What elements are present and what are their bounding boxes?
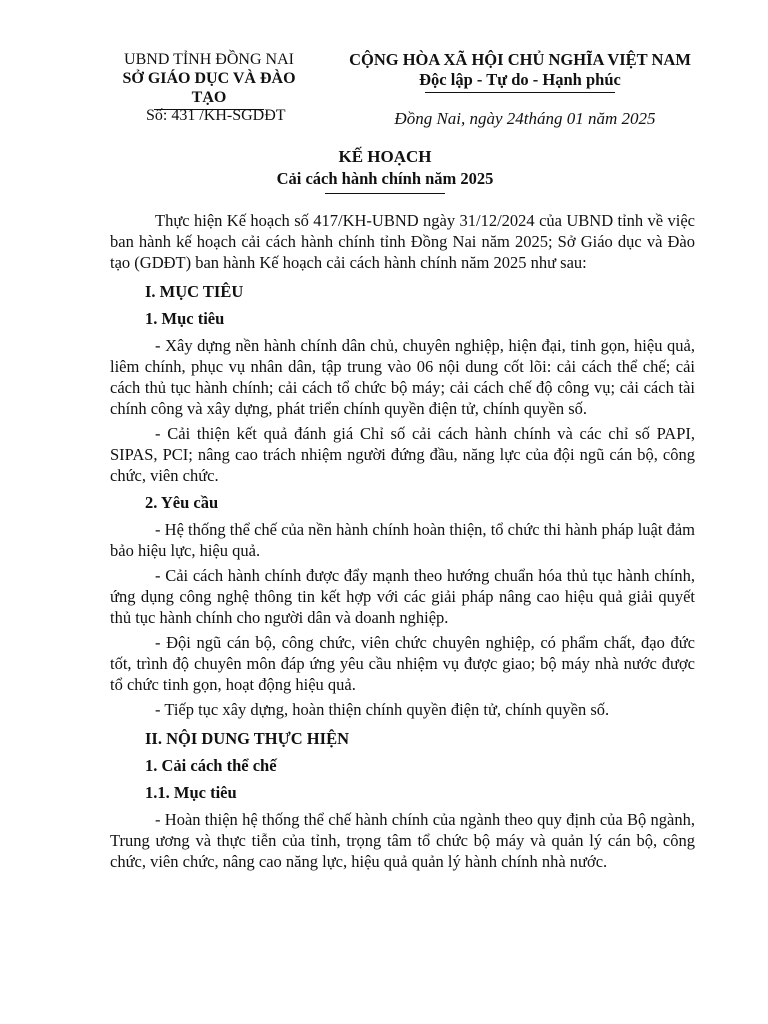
intro-paragraph: Thực hiện Kế hoạch số 417/KH-UBND ngày 31/12/2024 của UBND tỉnh về việc ban hành kế hoạch cải cách hành chính tỉnh Đồng Nai năm 2025; Sở Giáo dục và Đào tạo (GDĐT) ban hành Kế hoạch cải cách hành chính năm 2025 như sau: <box>110 211 695 272</box>
motto-underline <box>425 92 615 93</box>
national-title: CỘNG HÒA XÃ HỘI CHỦ NGHĨA VIỆT NAM <box>349 50 691 69</box>
title-underline <box>325 193 445 194</box>
paragraph: - Xây dựng nền hành chính dân chủ, chuyên nghiệp, hiện đại, tinh gọn, hiệu quả, liêm chính, phục vụ nhân dân, tập trung vào 06 nội dung cốt lõi: cải cách thể chế; cải cách thủ tục hành chính; cải cách tổ chức bộ máy; cải cách chế độ công vụ; cải cách tài chính công và xây dựng, phát triển chính quyền điện tử, chính quyền số. <box>110 336 695 418</box>
paragraph: - Đội ngũ cán bộ, công chức, viên chức chuyên nghiệp, có phẩm chất, đạo đức tốt, trình độ chuyên môn đáp ứng yêu cầu nhiệm vụ được giao; bộ máy nhà nước được tổ chức tinh gọn, hoạt động hiệu quả. <box>110 633 695 694</box>
subsection-heading: 1. Mục tiêu <box>145 309 225 328</box>
paragraph: - Hoàn thiện hệ thống thể chế hành chính của ngành theo quy định của Bộ ngành, Trung ương và thực tiễn của tỉnh, trọng tâm tổ chức bộ máy và quản lý cán bộ, công chức, viên chức, nâng cao năng lực, hiệu quả quản lý hành chính nhà nước. <box>110 810 695 871</box>
subsection-heading: 2. Yêu cầu <box>145 493 219 512</box>
agency-parent: UBND TỈNH ĐỒNG NAI <box>124 51 294 68</box>
title-sub: Cải cách hành chính năm 2025 <box>276 169 494 188</box>
subsection-heading: 1.1. Mục tiêu <box>145 783 237 802</box>
subsection-heading: 1. Cải cách thể chế <box>145 756 277 775</box>
national-motto: Độc lập - Tự do - Hạnh phúc <box>419 70 621 89</box>
section-heading: I. MỤC TIÊU <box>145 282 244 301</box>
document-title <box>240 146 530 194</box>
national-header <box>335 50 705 93</box>
paragraph: - Cải cách hành chính được đẩy mạnh theo hướng chuẩn hóa thủ tục hành chính, ứng dụng công nghệ thông tin kết hợp với các giải pháp nâng cao hiệu quả giải quyết thủ tục hành chính cho người dân và doanh nghiệp. <box>110 566 695 627</box>
issuing-agency <box>104 50 314 110</box>
title-main: KẾ HOẠCH <box>338 147 432 166</box>
paragraph: - Cải thiện kết quả đánh giá Chỉ số cải cách hành chính và các chỉ số PAPI, SIPAS, PCI; nâng cao trách nhiệm người đứng đầu, năng lực của đội ngũ cán bộ, công chức, viên chức. <box>110 424 695 485</box>
section-heading: II. NỘI DUNG THỰC HIỆN <box>145 729 349 748</box>
document-body <box>110 210 695 876</box>
document-number: Số: 431 /KH-SGDĐT <box>146 107 286 124</box>
paragraph: - Tiếp tục xây dựng, hoàn thiện chính quyền điện tử, chính quyền số. <box>155 700 610 719</box>
document-date: Đồng Nai, ngày 24tháng 01 năm 2025 <box>394 109 656 128</box>
agency-name: SỞ GIÁO DỤC VÀ ĐÀO TẠO <box>122 70 296 106</box>
paragraph: - Hệ thống thể chế của nền hành chính hoàn thiện, tổ chức thi hành pháp luật đảm bảo hiệu lực, hiệu quả. <box>110 520 695 560</box>
